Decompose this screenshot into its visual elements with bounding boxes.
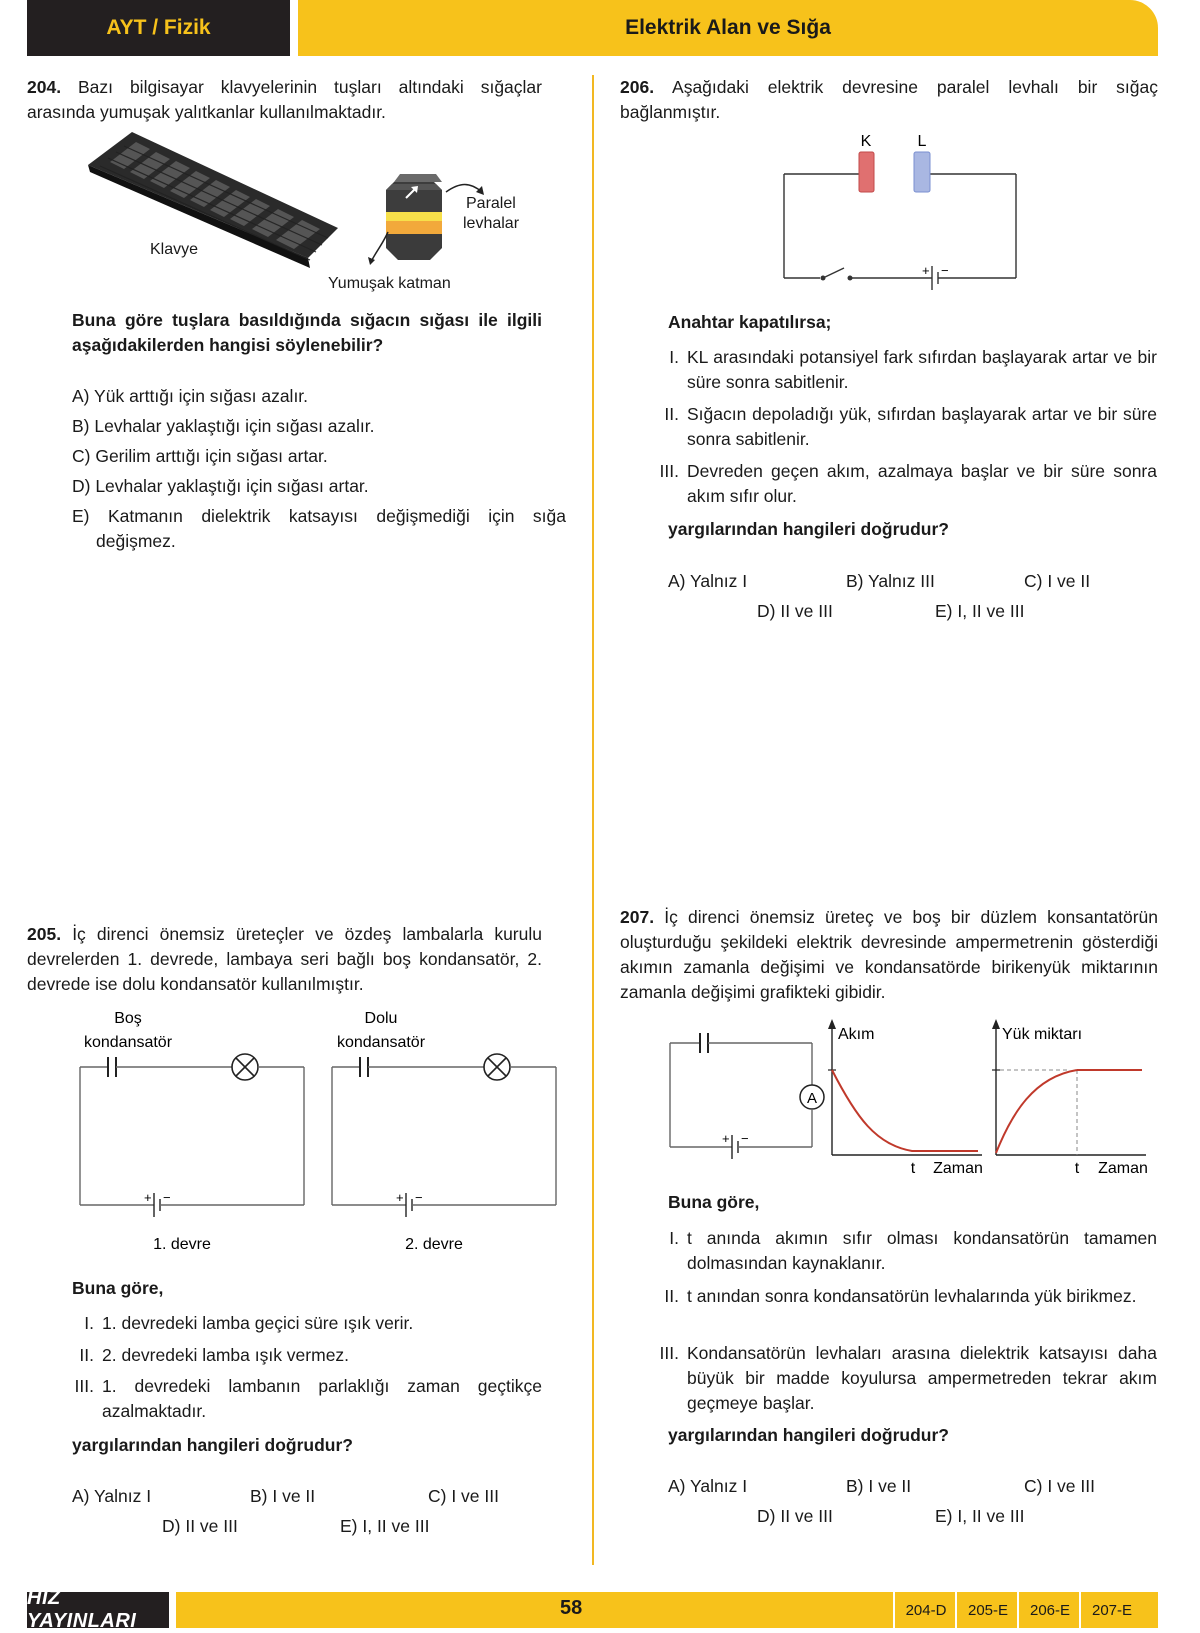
column-divider [592,75,594,1565]
q206-stem-block [620,75,1158,125]
full-capacitor-label-1: Dolu [364,1010,398,1027]
q207-option-d[interactable]: D) II ve III [757,1506,833,1526]
q205-option-c[interactable]: C) I ve III [428,1486,499,1506]
q206-stem: Aşağıdaki elektrik devresine paralel levhalı bir sığaç bağlanmıştır. [620,77,1159,122]
q205-number: 205. [27,924,62,944]
charge-curve [996,1070,1077,1153]
keyboard-image [88,132,338,268]
q207-statement-3: III. Kondansatörün levhaları arasına dielektrik katsayısı daha büyük bir madde koyulursa ampermetreden tekrar akım geçmeye başlar. [659,1343,1157,1413]
keyboard-label: Klavye [150,241,199,258]
q207-stem: İç direnci önemsiz üreteç ve boş bir düzlem konsantatörün oluşturduğu şekildeki elektrik devresinde ampermetrenin gösterdiği akımın zamanla değişimi ve kondansatörde birikenyük miktarının zamanla değişimi grafikteki gibidir. [620,907,1158,1002]
circuit-2-label: 2. devre [405,1236,463,1253]
empty-capacitor-label-1: Boş [114,1010,142,1027]
page-number: 58 [560,1597,583,1619]
circuit-2 [332,1054,556,1217]
current-t-label: t [910,1160,916,1175]
q207-option-e[interactable]: E) I, II ve III [935,1506,1025,1526]
q204-option-b[interactable]: B) Levhalar yaklaştığı için sığası azalır. [72,416,375,436]
q205-statement-1: I. 1. devredeki lamba geçici süre ışık verir. [84,1313,414,1333]
current-curve [832,1070,914,1151]
q206-question: yargılarından hangileri doğrudur? [668,519,949,539]
answer-key-205: 205-E [955,1592,1019,1628]
svg-text:−: − [741,1131,749,1146]
plate-k-label: K [860,133,872,150]
q204-keyboard-figure [70,120,540,300]
circuit-1-label: 1. devre [153,1236,211,1253]
publisher-logo: HIZ YAYINLARI [27,1592,169,1628]
topic-header: Elektrik Alan ve Sığa [298,0,1158,56]
q205-circuits [70,1005,570,1265]
circuit-1 [80,1054,304,1217]
q206-circuit [780,128,1030,298]
q207-option-c[interactable]: C) I ve III [1024,1476,1095,1496]
q206-option-d[interactable]: D) II ve III [757,601,833,621]
q207-figure [660,1005,1160,1175]
q207-statement-1: I. t anında akımın sıfır olması kondansatörün tamamen dolmasından kaynaklanır. [669,1228,1157,1273]
q205-question: yargılarından hangileri doğrudur? [72,1435,353,1455]
q206-statement-2: II. Sığacın depoladığı yük, sıfırdan başlayarak artar ve bir süre sonra sabitlenir. [664,404,1157,449]
q206-option-e[interactable]: E) I, II ve III [935,601,1025,621]
answer-key-206: 206-E [1017,1592,1081,1628]
q207-question: yargılarından hangileri doğrudur? [668,1425,949,1445]
q205-option-d[interactable]: D) II ve III [162,1516,238,1536]
q204-question: Buna göre tuşlara basıldığında sığacın sığası ile ilgili aşağıdakilerden hangisi söylenebilir? [72,310,542,355]
q205-option-a[interactable]: A) Yalnız I [72,1486,152,1506]
q206-statement-1: I. KL arasındaki potansiyel fark sıfırdan başlayarak artar ve bir süre sonra sabitlenir. [669,347,1157,392]
charge-axis-label: Yük miktarı [1002,1026,1083,1043]
plates-label-1: Paralel [466,195,516,212]
svg-text:−: − [415,1190,423,1205]
q207-number: 207. [620,907,655,927]
q207-lead: Buna göre, [668,1192,760,1212]
q207-option-b[interactable]: B) I ve II [846,1476,912,1496]
svg-text:+: + [144,1190,152,1205]
q205-lead: Buna göre, [72,1278,164,1298]
ammeter-label: A [806,1090,818,1107]
svg-text:+: + [396,1190,404,1205]
current-time-label: Zaman [933,1160,983,1175]
q206-statement-3: III. Devreden geçen akım, azalmaya başlar ve bir süre sonra akım sıfır olur. [659,461,1157,506]
q204-stem: Bazı bilgisayar klavyelerinin tuşları altındaki sığaçlar arasında yumuşak yalıtkanlar kullanılmaktadır. [27,77,542,122]
charge-t-label: t [1074,1160,1080,1175]
charge-time-label: Zaman [1098,1160,1148,1175]
empty-capacitor-label-2: kondansatör [83,1034,173,1051]
plate-l-label: L [917,133,927,150]
q206-option-c[interactable]: C) I ve II [1024,571,1091,591]
svg-text:−: − [163,1190,171,1205]
q205-statement-3: III. 1. devredeki lambanın parlaklığı zaman geçtikçe azalmaktadır. [74,1376,542,1421]
q204-option-d[interactable]: D) Levhalar yaklaştığı için sığası artar. [72,476,369,496]
plate-k [859,152,874,192]
svg-text:+: + [922,263,930,278]
q205-stem-block [27,922,542,997]
q207-stem-block [620,905,1158,1005]
switch [821,268,853,281]
svg-text:+: + [722,1131,730,1146]
q205-option-b[interactable]: B) I ve II [250,1486,316,1506]
q206-option-a[interactable]: A) Yalnız I [668,571,748,591]
q204-number: 204. [27,77,62,97]
q206-option-b[interactable]: B) Yalnız III [846,571,935,591]
current-axis-label: Akım [838,1026,875,1043]
plate-l [914,152,930,192]
q206-number: 206. [620,77,655,97]
answer-key-207: 207-E [1079,1592,1143,1628]
q207-option-a[interactable]: A) Yalnız I [668,1476,748,1496]
battery [922,263,949,290]
q207-statement-2: II. t anından sonra kondansatörün levhalarında yük birikmez. [664,1286,1137,1306]
q205-statement-2: II. 2. devredeki lamba ışık vermez. [79,1345,350,1365]
answer-key-204: 204-D [893,1592,957,1628]
plates-label-2: levhalar [463,215,520,232]
subject-header: AYT / Fizik [27,0,290,56]
q205-stem: İç direnci önemsiz üreteçler ve özdeş lambalarla kurulu devrelerden 1. devrede, lambaya seri bağlı boş kondansatör, 2. devrede ise dolu kondansatör kullanılmıştır. [27,924,542,994]
q206-lead: Anahtar kapatılırsa; [668,312,832,332]
q204-option-a[interactable]: A) Yük arttığı için sığası azalır. [72,386,309,406]
q204-option-c[interactable]: C) Gerilim arttığı için sığası artar. [72,446,328,466]
svg-text:−: − [941,263,949,278]
q204-stem-block [27,75,542,125]
soft-layer-label: Yumuşak katman [328,275,451,292]
q204-option-e[interactable]: E) Katmanın dielektrik katsayısı değişmediği için sığa değişmez. [72,506,566,551]
full-capacitor-label-2: kondansatör [336,1034,426,1051]
q205-option-e[interactable]: E) I, II ve III [340,1516,430,1536]
